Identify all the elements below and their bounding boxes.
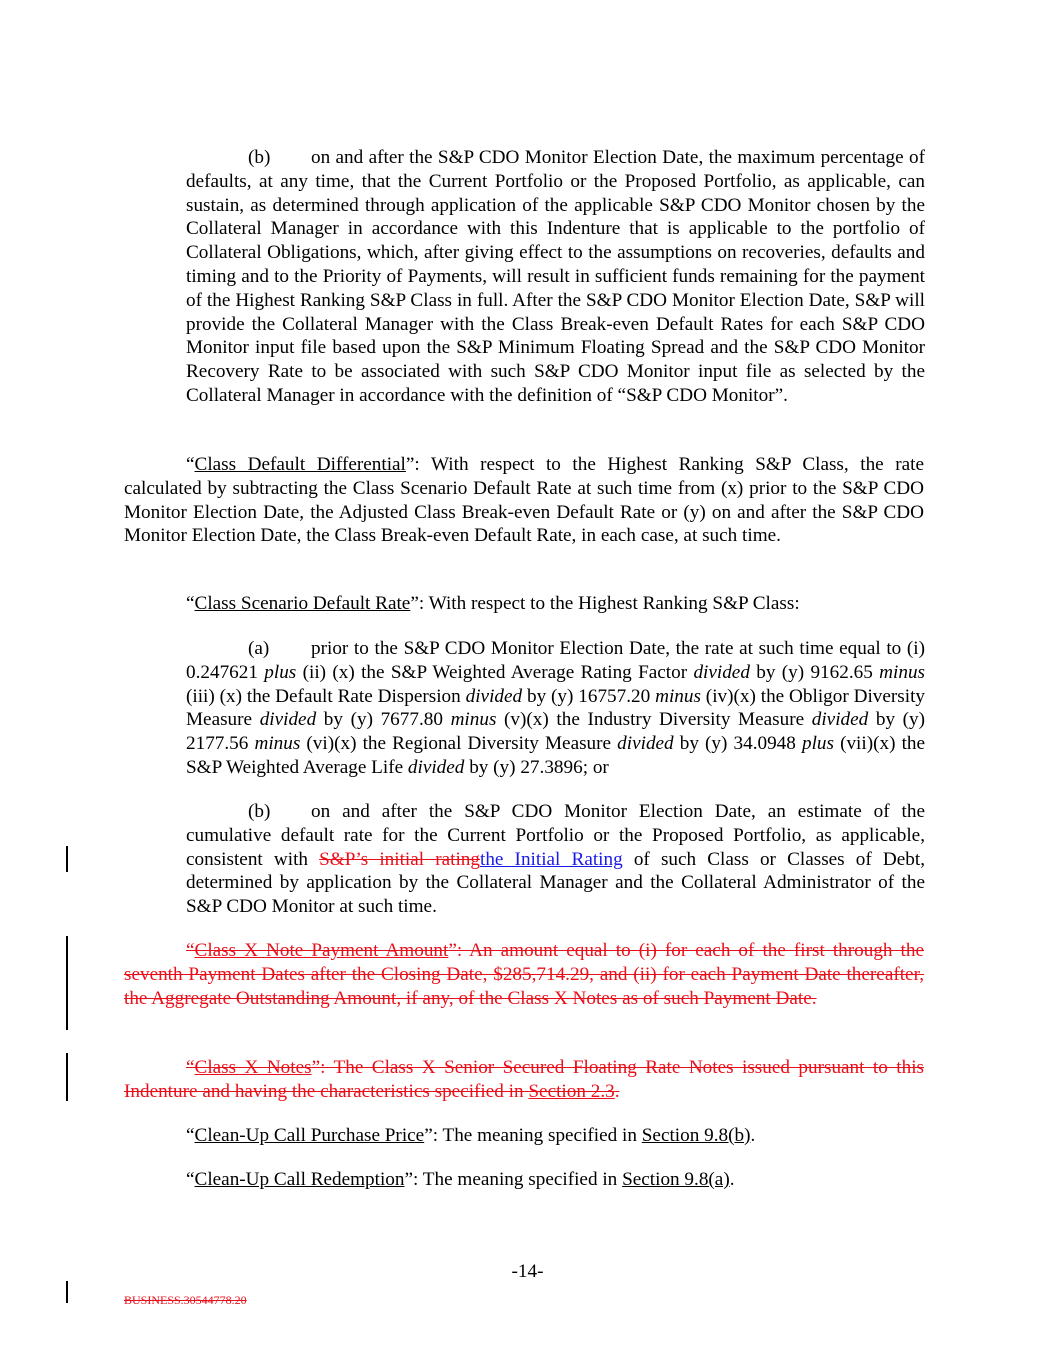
quote: “ — [186, 1057, 195, 1078]
paragraph-b-break-even — [186, 146, 925, 408]
text: prior to the S&P CDO Monitor Election Date, the rate at such time equal to (i) 0.247621 — [186, 638, 925, 683]
text: (vi)(x) the Regional Diversity Measure — [300, 733, 618, 755]
clause-label: (a) — [248, 638, 270, 659]
deleted-text: S&P’s initial rating — [319, 848, 480, 870]
operator: divided — [407, 756, 465, 778]
defined-term: Class X Note Payment Amount — [194, 940, 449, 961]
clause-label: (b) — [248, 801, 271, 822]
text: by (y) 2177.56 — [186, 709, 926, 755]
operator: divided — [617, 733, 674, 755]
defined-term: Class Default Differential — [194, 454, 406, 475]
definition-text: ”: The meaning specified in — [424, 1125, 642, 1146]
definition-text: ”: An amount equal to (i) for each of the first through the seventh Payment Dates after the Closing Date, $285,714.29, and (ii) for each Payment Date thereafter, the Aggregate Outstanding Amount, if any, of the Class X Notes as of such Payment Date. — [124, 940, 924, 1009]
operator: minus — [450, 709, 497, 731]
definition-text: ”: The meaning specified in — [404, 1169, 623, 1190]
deleted-definition-class-x-note-payment-amount — [124, 939, 924, 1010]
definition-text: ”: With respect to the Highest Ranking S&P Class: — [410, 593, 800, 614]
page-number: -14- — [511, 1261, 544, 1282]
quote: “ — [186, 593, 195, 614]
period: . — [614, 1080, 620, 1102]
defined-term: Clean-Up Call Purchase Price — [194, 1125, 425, 1146]
text: of such Class or Classes of Debt, determined by application by the Collateral Manager and the Collateral Administrator of the S&P CDO Monitor at such time. — [186, 848, 925, 918]
operator: minus — [655, 685, 701, 707]
paragraph-text: on and after the S&P CDO Monitor Election Date, the maximum percentage of defaults, at any time, that the Current Portfolio or the Proposed Portfolio, as applicable, can sustain, as determined through application of the applicable S&P CDO Monitor chosen by the Collateral Manager in accordance with this Indenture that is applicable to the portfolio of Collateral Obligations, which, after giving effect to the assumptions on recoveries, defaults and timing and to the Priority of Payments, will result in sufficient funds remaining for the payment of the Highest Ranking S&P Class in full. After the S&P CDO Monitor Election Date, S&P will provide the Collateral Manager with the Class Break-even Default Rates for each S&P CDO Monitor input file based upon the S&P Minimum Floating Spread and the S&P CDO Monitor Recovery Rate to be associated with such S&P CDO Monitor input file as selected by the Collateral Manager in accordance with the definition of “S&P CDO Monitor”. — [186, 147, 925, 406]
defined-term: Class Scenario Default Rate — [194, 593, 411, 614]
operator: divided — [465, 685, 523, 707]
period: . — [729, 1169, 735, 1190]
change-bar — [66, 846, 68, 872]
paragraph-a-scenario — [186, 637, 925, 780]
operator: plus — [264, 661, 297, 683]
text: by (y) 27.3896; or — [464, 756, 609, 778]
clause-label: (b) — [248, 147, 271, 168]
text: on and after the S&P CDO Monitor Election Date, an estimate of the cumulative default rate for the Current Portfolio or the Proposed Portfolio, as applicable, consistent with — [186, 801, 925, 870]
change-bar — [66, 936, 68, 1030]
text: by (y) 16757.20 — [522, 685, 656, 707]
document-footer-id: BUSINESS.30544778.20 — [124, 1293, 247, 1307]
change-bar — [66, 1281, 68, 1303]
operator: minus — [879, 661, 925, 683]
text: by (y) 9162.65 — [749, 661, 880, 683]
text: by (y) 34.0948 — [673, 733, 802, 755]
quote: “ — [186, 454, 195, 475]
change-bar — [66, 1053, 68, 1101]
definition-text: ”: With respect to the Highest Ranking S&P Class, the rate calculated by subtracting the Class Scenario Default Rate at such time from (x) prior to the S&P CDO Monitor Election Date, the Adjusted Class Break-even Default Rate or (y) on and after the S&P CDO Monitor Election Date, the Class Break-even Default Rate, in each case, at such time. — [124, 454, 924, 547]
definition-clean-up-call-redemption — [124, 1168, 924, 1192]
section-reference: Section 2.3 — [528, 1080, 615, 1102]
text: (v)(x) the Industry Diversity Measure — [496, 709, 812, 731]
defined-term: Class X Notes — [194, 1057, 312, 1078]
section-reference: Section 9.8(a) — [622, 1169, 730, 1190]
quote: “ — [186, 1125, 195, 1146]
quote: “ — [186, 1169, 195, 1190]
operator: minus — [254, 733, 301, 755]
operator: divided — [811, 709, 869, 731]
quote: “ — [186, 940, 195, 961]
section-reference: Section 9.8(b) — [641, 1125, 751, 1146]
definition-clean-up-call-purchase-price — [124, 1124, 924, 1148]
inserted-text: the Initial Rating — [479, 848, 623, 870]
definition-class-scenario-default-rate — [124, 592, 924, 616]
operator: plus — [801, 733, 834, 755]
text: (ii) (x) the S&P Weighted Average Rating Factor — [296, 661, 694, 683]
defined-term: Clean-Up Call Redemption — [194, 1169, 405, 1190]
text: (iv)(x) the Obligor Diversity Measure — [186, 685, 926, 731]
operator: divided — [693, 661, 750, 683]
text: by (y) 7677.80 — [316, 709, 451, 731]
deleted-definition-class-x-notes — [124, 1056, 924, 1104]
operator: divided — [259, 709, 317, 731]
paragraph-b-scenario — [186, 800, 925, 919]
period: . — [750, 1125, 756, 1146]
text: (iii) (x) the Default Rate Dispersion — [186, 685, 466, 707]
definition-text: ”: The Class X Senior Secured Floating Rate Notes issued pursuant to this Indenture and having the characteristics specified in — [124, 1057, 924, 1102]
definition-class-default-differential — [124, 453, 924, 548]
text: (vii)(x) the S&P Weighted Average Life — [186, 733, 926, 778]
